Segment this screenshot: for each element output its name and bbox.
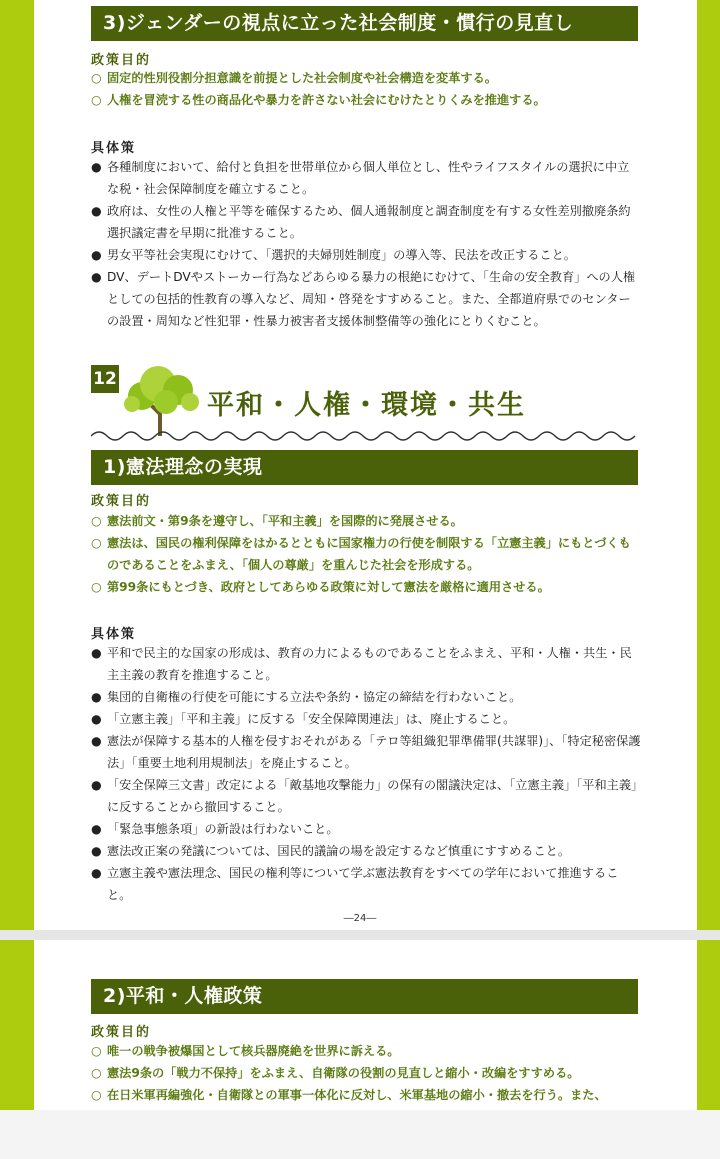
measure-item: ● 各種制度において、給付と負担を世帯単位から個人単位とし、性やライフスタイルの選択に中立な税・社会保障制度を確立すること。: [91, 156, 641, 200]
left-green-margin: [0, 0, 34, 930]
circle-marker-icon: ○: [91, 93, 102, 107]
chapter-title: 平和・人権・環境・共生: [207, 390, 526, 421]
measure-item: ● 「立憲主義」「平和主義」に反する「安全保障関連法」は、廃止すること。: [91, 708, 641, 730]
section1-objective-label: 政策目的: [91, 494, 152, 509]
section3-measures-label: 具体策: [91, 141, 137, 156]
objective-item: ○ 第99条にもとづき、政府としてあらゆる政策に対して憲法を厳格に適用させる。: [91, 576, 641, 598]
section3-heading: 3)ジェンダーの視点に立った社会制度・慣行の見直し: [91, 6, 638, 41]
page-number: ―24―: [343, 913, 377, 924]
bullet-marker-icon: ●: [91, 204, 102, 218]
section1-measures-label: 具体策: [91, 627, 137, 642]
bullet-marker-icon: ●: [91, 844, 102, 858]
circle-marker-icon: ○: [91, 1066, 102, 1080]
section1-heading: 1)憲法理念の実現: [91, 450, 638, 485]
left-green-margin: [0, 940, 34, 1110]
circle-marker-icon: ○: [91, 514, 102, 528]
measure-item: ● 男女平等社会実現にむけて、「選択的夫婦別姓制度」の導入等、民法を改正すること。: [91, 244, 641, 266]
bullet-marker-icon: ●: [91, 690, 102, 704]
objective-item: ○ 唯一の戦争被爆国として核兵器廃絶を世界に訴える。: [91, 1040, 641, 1062]
bullet-marker-icon: ●: [91, 712, 102, 726]
wave-divider: [91, 428, 639, 444]
bullet-marker-icon: ●: [91, 160, 102, 174]
section1-measure-list: [91, 642, 641, 906]
measure-item: ● 平和で民主的な国家の形成は、教育の力によるものであることをふまえ、平和・人権・共生・民主主義の教育を推進すること。: [91, 642, 641, 686]
circle-marker-icon: ○: [91, 1088, 102, 1102]
measure-item: ● 政府は、女性の人権と平等を確保するため、個人通報制度と調査制度を有する女性差別撤廃条約選択議定書を早期に批准すること。: [91, 200, 641, 244]
measure-item: ● 憲法が保障する基本的人権を侵すおそれがある「テロ等組織犯罪準備罪(共謀罪)」、「特定秘密保護法」「重要土地利用規制法」を廃止すること。: [91, 730, 641, 774]
objective-item: ○ 人権を冒涜する性の商品化や暴力を許さない社会にむけたとりくみを推進する。: [91, 89, 641, 111]
circle-marker-icon: ○: [91, 1044, 102, 1058]
document-page-25: [0, 940, 720, 1110]
circle-marker-icon: ○: [91, 580, 102, 594]
circle-marker-icon: ○: [91, 71, 102, 85]
section1-objective-list: [91, 510, 641, 598]
bullet-marker-icon: ●: [91, 778, 102, 792]
section2-heading: 2)平和・人権政策: [91, 979, 638, 1014]
measure-item: ● 「安全保障三文書」改定による「敵基地攻撃能力」の保有の閣議決定は、「立憲主義」「平和主義」に反することから撤回すること。: [91, 774, 641, 818]
objective-item: ○ 在日米軍再編強化・自衛隊との軍事一体化に反対し、米軍基地の縮小・撤去を行う。また、: [91, 1084, 641, 1106]
bullet-marker-icon: ●: [91, 646, 102, 660]
viewer-bottom-area: [0, 1110, 720, 1159]
section3-objective-label: 政策目的: [91, 53, 152, 68]
right-green-margin: [697, 0, 720, 930]
measure-item: ● 立憲主義や憲法理念、国民の権利等について学ぶ憲法教育をすべての学年において推進すること。: [91, 862, 641, 906]
section2-objective-label: 政策目的: [91, 1025, 152, 1040]
chapter-number-badge: 12: [91, 365, 119, 393]
objective-item: ○ 憲法前文・第9条を遵守し、「平和主義」を国際的に発展させる。: [91, 510, 641, 532]
right-green-margin: [697, 940, 720, 1110]
bullet-marker-icon: ●: [91, 734, 102, 748]
tree-icon: [120, 356, 204, 438]
bullet-marker-icon: ●: [91, 866, 102, 880]
measure-item: ● 集団的自衛権の行使を可能にする立法や条約・協定の締結を行わないこと。: [91, 686, 641, 708]
section2-objective-list: [91, 1040, 641, 1106]
measure-item: ● 「緊急事態条項」の新設は行わないこと。: [91, 818, 641, 840]
objective-item: ○ 憲法9条の「戦力不保持」をふまえ、自衛隊の役割の見直しと縮小・改編をすすめる。: [91, 1062, 641, 1084]
section3-measure-list: [91, 156, 641, 332]
objective-item: ○ 固定的性別役割分担意識を前提とした社会制度や社会構造を変革する。: [91, 67, 641, 89]
bullet-marker-icon: ●: [91, 248, 102, 262]
bullet-marker-icon: ●: [91, 822, 102, 836]
measure-item: ● DV、デートDVやストーカー行為などあらゆる暴力の根絶にむけて、「生命の安全教育」への人権としての包括的性教育の導入など、周知・啓発をすすめること。また、全都道府県でのセンターの設置・周知など性犯罪・性暴力被害者支援体制整備等の強化にとりくむこと。: [91, 266, 641, 332]
section3-objective-list: [91, 67, 641, 111]
page-gap: [0, 930, 720, 940]
circle-marker-icon: ○: [91, 536, 102, 550]
bullet-marker-icon: ●: [91, 270, 102, 284]
objective-item: ○ 憲法は、国民の権利保障をはかるとともに国家権力の行使を制限する「立憲主義」にもとづくものであることをふまえ、「個人の尊厳」を重んじた社会を形成する。: [91, 532, 641, 576]
measure-item: ● 憲法改正案の発議については、国民的議論の場を設定するなど慎重にすすめること。: [91, 840, 641, 862]
